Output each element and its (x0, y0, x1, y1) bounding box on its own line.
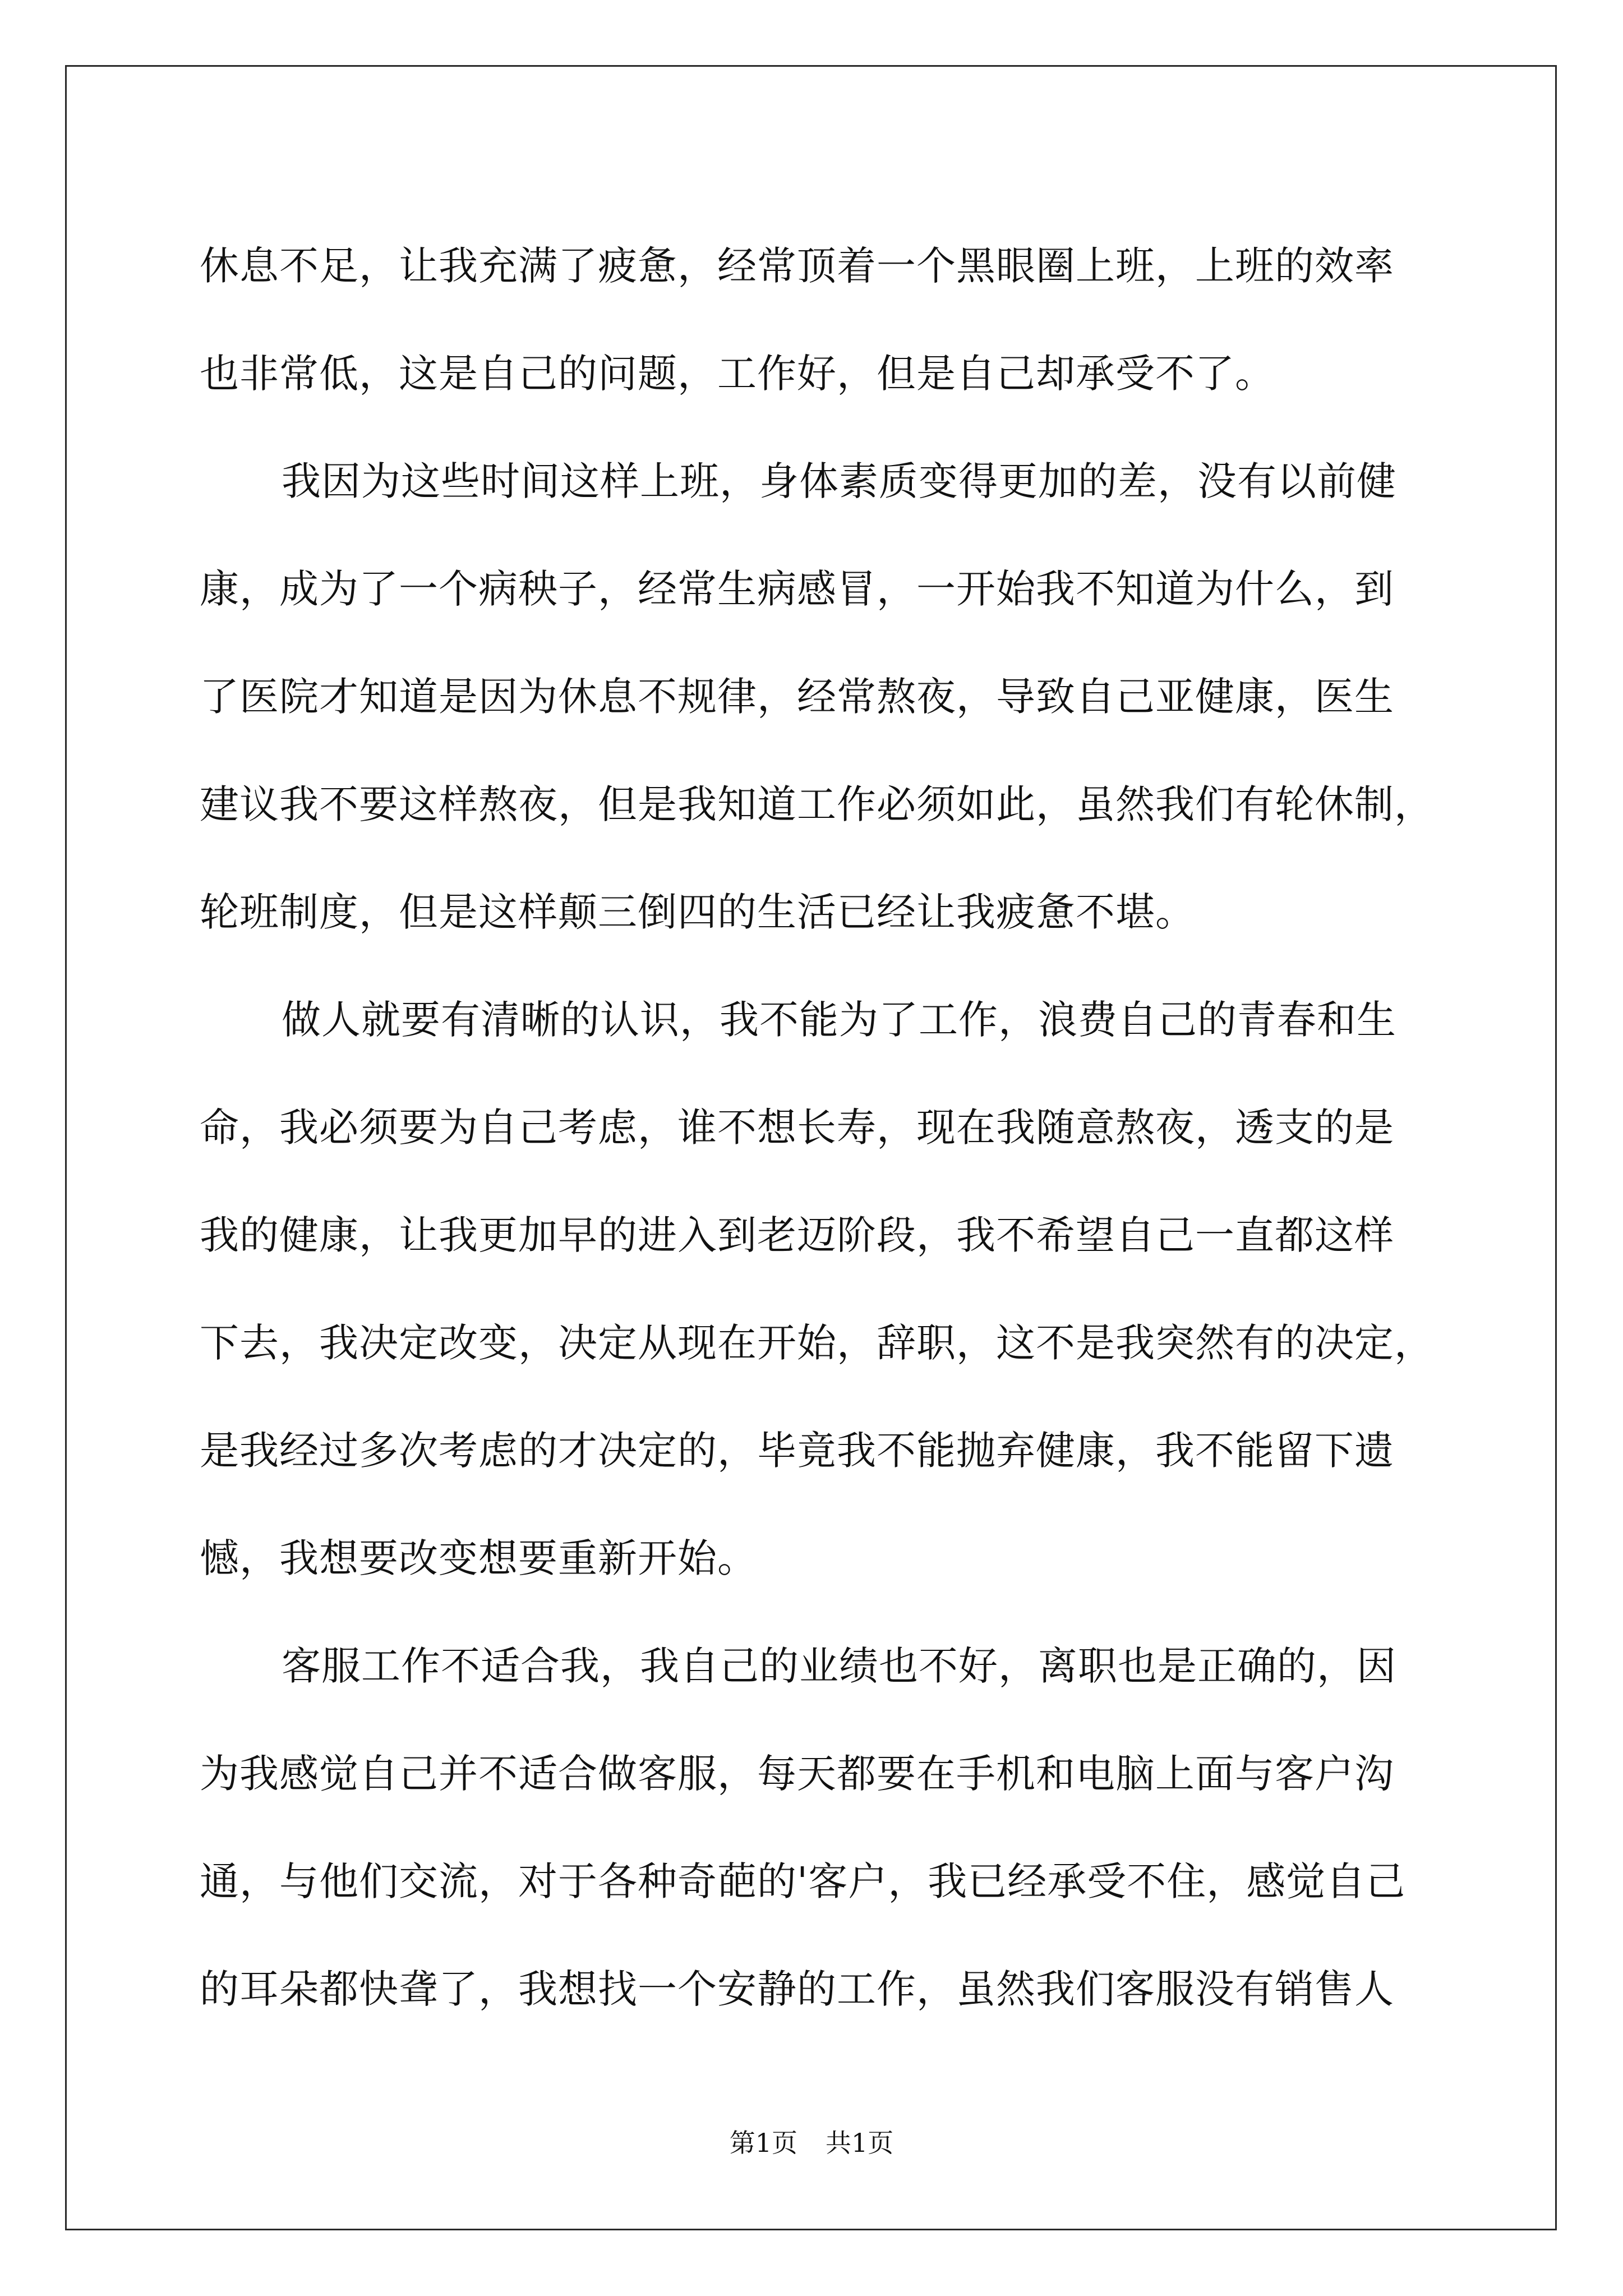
text-line: 我因为这些时间这样上班，身体素质变得更加的差，没有以前健 (282, 458, 1396, 504)
text-line: 轮班制度，但是这样颠三倒四的生活已经让我疲惫不堪。 (200, 889, 1195, 935)
text-line: 做人就要有清晰的认识，我不能为了工作，浪费自己的青春和生 (282, 997, 1396, 1043)
page-total: 共1页 (826, 2128, 894, 2158)
text-line: 也非常低，这是自己的问题，工作好，但是自己却承受不了。 (200, 351, 1275, 397)
text-line: 客服工作不适合我，我自己的业绩也不好，离职也是正确的，因 (282, 1643, 1396, 1689)
text-line: 了医院才知道是因为休息不规律，经常熬夜，导致自己亚健康，医生 (200, 674, 1394, 720)
text-line: 憾，我想要改变想要重新开始。 (200, 1535, 757, 1581)
page-number: 第1页 (729, 2128, 797, 2158)
text-line: 建议我不要这样熬夜，但是我知道工作必须如此，虽然我们有轮休制， (200, 781, 1434, 827)
text-line: 的耳朵都快聋了，我想找一个安静的工作，虽然我们客服没有销售人 (200, 1966, 1394, 2012)
text-line: 是我经过多次考虑的才决定的，毕竟我不能抛弃健康，我不能留下遗 (200, 1428, 1394, 1474)
text-line: 康，成为了一个病秧子，经常生病感冒，一开始我不知道为什么，到 (200, 566, 1394, 612)
text-line: 我的健康，让我更加早的进入到老迈阶段，我不希望自己一直都这样 (200, 1212, 1394, 1258)
page-footer (0, 2126, 1623, 2160)
text-line: 命，我必须要为自己考虑，谁不想长寿，现在我随意熬夜，透支的是 (200, 1105, 1394, 1151)
text-line: 为我感觉自己并不适合做客服，每天都要在手机和电脑上面与客户沟 (200, 1751, 1394, 1797)
document-body (200, 212, 1433, 2043)
text-line: 通，与他们交流，对于各种奇葩的'客户，我已经承受不住，感觉自己 (200, 1858, 1406, 1904)
text-line: 休息不足，让我充满了疲惫，经常顶着一个黑眼圈上班，上班的效率 (200, 243, 1394, 289)
text-line: 下去，我决定改变，决定从现在开始，辞职，这不是我突然有的决定， (200, 1320, 1434, 1366)
